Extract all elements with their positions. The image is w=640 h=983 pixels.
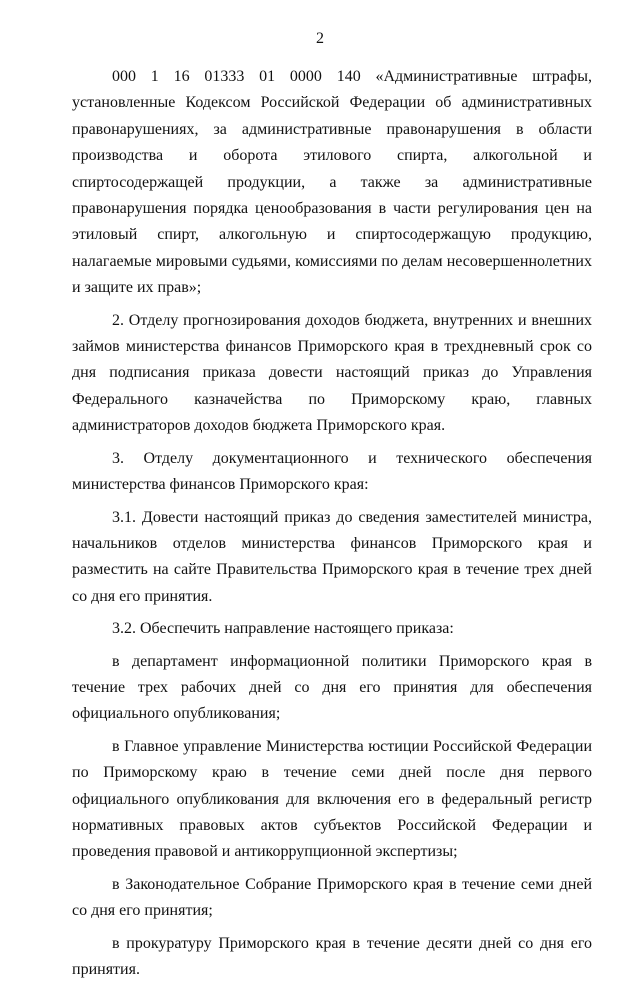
paragraph-recipient-information-department: в департамент информационной политики Приморского края в течение трех рабочих дней со дня его принятия для обеспечения официального опубликования; bbox=[72, 652, 592, 723]
paragraph-recipient-justice-ministry: в Главное управление Министерства юстиции Российской Федерации по Приморскому краю в течение семи дней после дня первого официального опубликования для включения его в федеральный регистр нормативных правовых актов субъектов Российской Федерации и проведения правовой и антикоррупционной экспертизы; bbox=[72, 737, 592, 861]
paragraph-item-2: 2. Отделу прогнозирования доходов бюджета, внутренних и внешних займов министерства финансов Приморского края в трехдневный срок со дня подписания приказа довести настоящий приказ до Управления Федерального казначейства по Приморскому краю, главных администраторов доходов бюджета Приморского края. bbox=[72, 311, 592, 435]
paragraph-recipient-prosecutor: в прокуратуру Приморского края в течение десяти дней со дня его принятия. bbox=[72, 934, 592, 978]
paragraph-code-classification: 000 1 16 01333 01 0000 140 «Административные штрафы, установленные Кодексом Российской Федерации об административных правонарушениях, за административные правонарушения в области производства и оборота этилового спирта, алкогольной и спиртосодержащей продукции, а также за административные правонарушения порядка ценообразования в части регулирования цен на этиловый спирт, алкогольную и спиртосодержащую продукцию, налагаемые мировыми судьями, комиссиями по делам несовершеннолетних и защите их прав»; bbox=[72, 68, 592, 297]
document-body bbox=[72, 64, 592, 983]
paragraph-item-3: 3. Отделу документационного и технического обеспечения министерства финансов Приморского края: bbox=[72, 449, 592, 494]
paragraph-item-3-1: 3.1. Довести настоящий приказ до сведения заместителей министра, начальников отделов министерства финансов Приморского края и разместить на сайте Правительства Приморского края в течение трех дней со дня его принятия. bbox=[72, 508, 592, 605]
page-number: 2 bbox=[316, 30, 324, 47]
paragraph-item-3-2: 3.2. Обеспечить направление настоящего приказа: bbox=[112, 620, 454, 638]
paragraph-recipient-legislative-assembly: в Законодательное Собрание Приморского края в течение семи дней со дня его принятия; bbox=[72, 875, 592, 920]
